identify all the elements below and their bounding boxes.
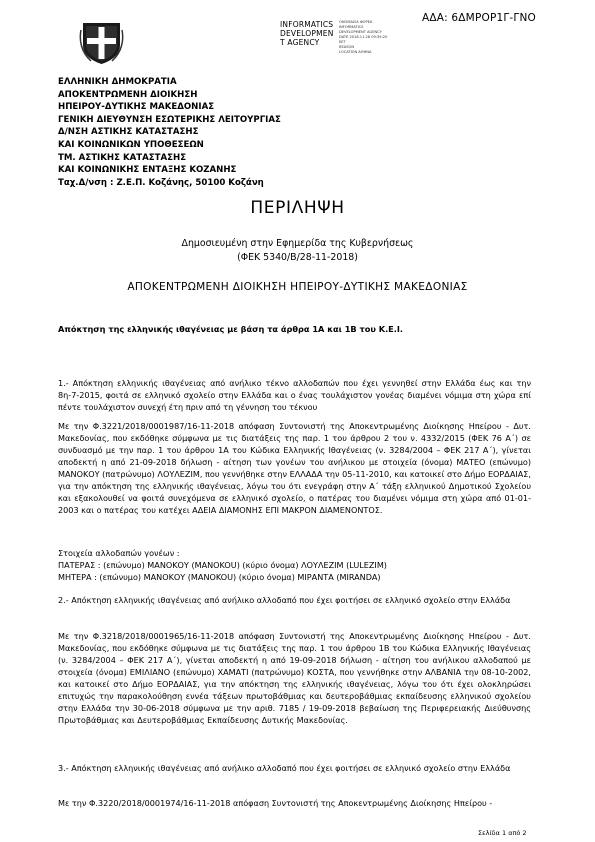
decision-1-text: Με την Φ.3221/2018/0001987/16-11-2018 απόφαση Συντονιστή της Αποκεντρωμένης Διοίκησης Ηπείρου - Δυτ. Μακεδονίας, που εκδόθηκε σύμφωνα με τις διατάξεις της παρ. 1 του άρθρου 2 του ν. 4332/2015 (ΦΕΚ 76 Α΄) σε συνδυασμό με την παρ. 1 του άρθρου 1Α του Κώδικα Ελληνικής Ιθαγένειας (ν. 3284/2004 – ΦΕΚ 217 Α΄), γίνεται αποδεκτή η από 21-09-2018 δήλωση - αίτηση των γονέων του ανήλικου με στοιχεία (όνομα) ΜΑΤΕΟ (επώνυμο) ΜΑΝΟΚΟΥ (πατρώνυμο) ΛΟΥΛΕΖΙΜ, που γεννήθηκε στην ΕΛΛΑΔΑ την 05-11-2010, και κατοικεί στο Δήμο ΕΟΡΔΑΙΑΣ, για την απόκτηση της ελληνικής ιθαγένειας, λόγω του ότι ενεγράφη στην Α΄ τάξη ελληνικού Δημοτικού Σχολείου και εξακολουθεί να φοιτά συνεχόμενα σε ελληνικό σχολείο, ο πατέρας του διαμένει νόμιμα στη χώρα από 01-01-2003 και ο πατέρας του κατέχει ΑΔΕΙΑ ΔΙΑΜΟΝΗΣ ΕΠΙ ΜΑΚΡΟΝ ΔΙΑΜΕΝΟΝΤΟΣ. [58, 421, 531, 515]
administration-heading: ΑΠΟΚΕΝΤΡΩΜΕΝΗ ΔΙΟΙΚΗΣΗ ΗΠΕΙΡΟΥ-ΔΥΤΙΚΗΣ ΜΑΚΕΔΟΝΙΑΣ [127, 281, 468, 293]
mother-details: ΜΗΤΕΡΑ : (επώνυμο) ΜΑΝΟΚΟΥ (MANOKOU) (κύριο όνομα) ΜΙΡΑΝΤΑ (MIRANDA) [58, 572, 381, 582]
authority-line: ΗΠΕΙΡΟΥ-ΔΥΤΙΚΗΣ ΜΑΚΕΔΟΝΙΑΣ [58, 102, 215, 113]
greek-coat-of-arms-icon [79, 20, 124, 65]
digital-signature-details: ΟΝΟΜΑΣΙΑ ΦΟΡΕΑ INFORMATICS DEVELOPMENT AGENCY DATE 2018.11.28 09:39:20 EET REASON LOCATION ΑΘΗΝΑ [339, 20, 388, 54]
page-number: Σελίδα 1 από 2 [478, 829, 527, 837]
authority-address: Ταχ.Δ/νση : Ζ.Ε.Π. Κοζάνης, 50100 Κοζάνη [58, 177, 264, 188]
publication-note: Δημοσιευμένη στην Εφημερίδα της Κυβερνήσεως [181, 238, 414, 249]
section-2-heading: 2.- Απόκτηση ελληνικής ιθαγένειας από ανήλικο αλλοδαπό που έχει φοιτήσει σε ελληνικό σχολείο στην Ελλάδα [58, 595, 511, 605]
authority-line: ΑΠΟΚΕΝΤΡΩΜΕΝΗ ΔΙΟΙΚΗΣΗ [58, 89, 198, 100]
section-1-heading: 1.- Απόκτηση ελληνικής ιθαγένειας από ανήλικο τέκνο αλλοδαπών που έχει γεννηθεί στην Ελλάδα έως και την 8η-7-2015, φοιτά σε ελληνικό σχολείο στην Ελλάδα και ο ένας τουλάχιστον γονέας διαμένει νόμιμα στη χώρα επί πέντε τουλάχιστον συνεχή έτη πριν από τη γέννηση του τέκνου [58, 378, 531, 412]
authority-line: ΕΛΛΗΝΙΚΗ ΔΗΜΟΚΡΑΤΙΑ [58, 77, 177, 87]
father-details: ΠΑΤΕΡΑΣ : (επώνυμο) ΜΑΝΟΚΟΥ (MANOKOU) (κύριο όνομα) ΛΟΥΛΕΖΙΜ (LULEZIM) [58, 560, 387, 570]
issuing-authority-block [58, 76, 281, 189]
authority-line: Δ/ΝΣΗ ΑΣΤΙΚΗΣ ΚΑΤΑΣΤΑΣΗΣ [58, 127, 199, 138]
decision-2-text: Με την Φ.3218/2018/0001965/16-11-2018 απόφαση Συντονιστή της Αποκεντρωμένης Διοίκησης Ηπείρου - Δυτ. Μακεδονίας, που εκδόθηκε σύμφωνα με τις διατάξεις της παρ. 1 του άρθρου 1Β του Κώδικα Ελληνικής Ιθαγένειας (ν. 3284/2004 – ΦΕΚ 217 Α΄), γίνεται αποδεκτή η από 19-09-2018 δήλωση - αίτηση του ανήλικου αλλοδαπού με στοιχεία (όνομα) ΕΜΙΛΙΑΝΟ (επώνυμο) ΧΑΜΑΤΙ (πατρώνυμο) ΚΟΣΤΑ, που γεννήθηκε στην ΑΛΒΑΝΙΑ την 08-10-2002, και κατοικεί στο Δήμο ΕΟΡΔΑΙΑΣ, για την απόκτηση της ελληνικής ιθαγένειας, λόγω του ότι έχει ολοκληρώσει επιτυχώς την παρακολούθηση εννέα τάξεων πρωτοβάθμιας και δευτεροβάθμιας εκπαίδευσης ελληνικού σχολείου στην Ελλάδα την 30-06-2018 σύμφωνα με την αριθ. 7185 / 19-09-2018 βεβαίωση της Περιφερειακής Διεύθυνσης Πρωτοβάθμιας και Δευτεροβάθμιας Εκπαίδευσης Δυτικής Μακεδονίας. [58, 631, 531, 725]
decision-3-text: Με την Φ.3220/2018/0001974/16-11-2018 απόφαση Συντονιστή της Αποκεντρωμένης Διοίκησης Ηπείρου - [58, 798, 493, 808]
document-title: ΠΕΡΙΛΗΨΗ [250, 198, 345, 218]
ada-code: ΑΔΑ: 6ΔΜΡΟΡ1Γ-ΓΝΟ [422, 12, 536, 24]
authority-line: ΤΜ. ΑΣΤΙΚΗΣ ΚΑΤΑΣΤΑΣΗΣ [58, 152, 187, 163]
section-3-heading: 3.- Απόκτηση ελληνικής ιθαγένειας από ανήλικο αλλοδαπό που έχει φοιτήσει σε ελληνικό σχολείο στην Ελλάδα [58, 763, 511, 773]
authority-line: ΚΑΙ ΚΟΙΝΩΝΙΚΩΝ ΥΠΟΘΕΣΕΩΝ [58, 139, 204, 150]
digital-signature-agency: INFORMATICS DEVELOPMEN T AGENCY [280, 20, 334, 47]
authority-line: ΚΑΙ ΚΟΙΝΩΝΙΚΗΣ ΕΝΤΑΞΗΣ ΚΟΖΑΝΗΣ [58, 165, 237, 176]
authority-line: ΓΕΝΙΚΗ ΔΙΕΥΘΥΝΣΗ ΕΣΩΤΕΡΙΚΗΣ ΛΕΙΤΟΥΡΓΙΑΣ [58, 114, 281, 125]
parents-label: Στοιχεία αλλοδαπών γονέων : [58, 548, 180, 558]
subject-line: Απόκτηση της ελληνικής ιθαγένειας με βάση τα άρθρα 1Α και 1Β του Κ.Ε.Ι. [58, 324, 404, 334]
gazette-reference: (ΦΕΚ 5340/Β/28-11-2018) [237, 252, 358, 263]
